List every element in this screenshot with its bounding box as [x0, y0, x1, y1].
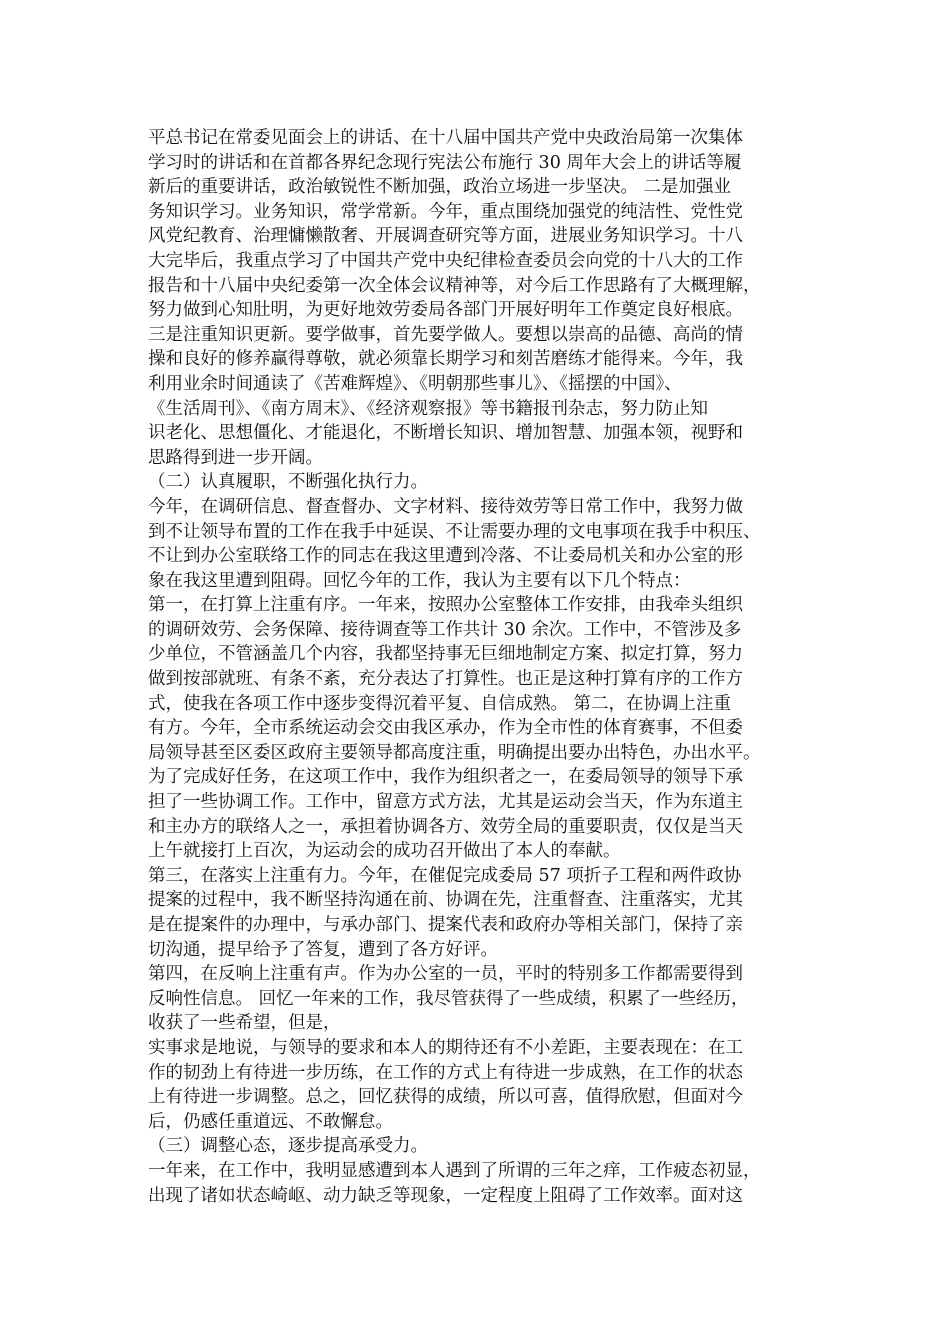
text-line: 操和良好的修养赢得尊敬，就必须靠长期学习和刻苦磨练才能得来。今年，我	[148, 349, 743, 370]
text-line: 作的韧劲上有待进一步历练，在工作的方式上有待进一步成熟，在工作的状态	[148, 1062, 743, 1083]
text-line: 今年，在调研信息、督查督办、文字材料、接待效劳等日常工作中，我努力做	[148, 496, 743, 517]
text-line: 平总书记在常委见面会上的讲话、在十八届中国共产党中央政治局第一次集体	[148, 128, 743, 148]
text-line: 实事求是地说，与领导的要求和本人的期待还有不小差距，主要表现在：在工	[148, 1037, 743, 1058]
text-line: 第一，在打算上注重有序。一年来，按照办公室整体工作安排，由我牵头组织	[148, 595, 743, 616]
text-line: 切沟通，提早给予了答复，遭到了各方好评。	[148, 939, 498, 960]
text-line: 新后的重要讲话，政治敏锐性不断加强，政治立场进一步坚决。 二是加强业	[148, 177, 732, 198]
text-line: 报告和十八届中央纪委第一次全体会议精神等，对今后工作思路有了大概理解，	[148, 275, 761, 296]
text-line: 是在提案件的办理中，与承办部门、提案代表和政府办等相关部门，保持了亲	[148, 915, 743, 935]
text-line: 式，使我在各项工作中逐步变得沉着平复、自信成熟。 第二，在协调上注重	[148, 693, 732, 714]
text-line: 有方。今年，全市系统运动会交由我区承办，作为全市性的体育赛事，不但委	[148, 718, 743, 739]
text-line: 不让到办公室联络工作的同志在我这里遭到冷落、不让委局机关和办公室的形	[148, 546, 743, 567]
text-line: 少单位，不管涵盖几个内容，我都坚持事无巨细地制定方案、拟定打算，努力	[148, 644, 743, 665]
text-line: 后，仍感任重道远、不敢懈怠。	[148, 1111, 393, 1132]
text-line: 上午就接打上百次，为运动会的成功召开做出了本人的奉献。	[148, 841, 621, 862]
document-body	[148, 126, 816, 1208]
text-line: 第三，在落实上注重有力。今年，在催促完成委局 57 项折子工程和两件政协	[148, 865, 742, 886]
text-line: 第四，在反响上注重有声。作为办公室的一员，平时的特别多工作都需要得到	[148, 964, 743, 985]
text-line: 做到按部就班、有条不紊，充分表达了打算性。也正是这种打算有序的工作方	[148, 669, 743, 690]
text-line: 到不让领导布置的工作在我手中延误、不让需要办理的文电事项在我手中积压、	[148, 521, 761, 542]
text-line: 大完毕后，我重点学习了中国共产党中央纪律检查委员会向党的十八大的工作	[148, 250, 743, 271]
text-line: 一年来，在工作中，我明显感遭到本人遇到了所谓的三年之痒，工作疲态初显，	[148, 1160, 761, 1181]
text-line: 反响性信息。 回忆一年来的工作，我尽管获得了一些成绩，积累了一些经历，	[148, 988, 749, 1009]
text-line: 努力做到心知肚明，为更好地效劳委局各部门开展好明年工作奠定良好根底。	[148, 300, 743, 321]
text-line: 局领导甚至区委区政府主要领导都高度注重，明确提出要办出特色，办出水平。	[148, 742, 761, 763]
section-heading: （二）认真履职，不断强化执行力。	[148, 472, 428, 493]
text-line: 和主办方的联络人之一，承担着协调各方、效劳全局的重要职责，仅仅是当天	[148, 816, 743, 837]
section-heading: （三）调整心态，逐步提高承受力。	[148, 1136, 428, 1157]
text-line: 象在我这里遭到阻碍。回忆今年的工作，我认为主要有以下几个特点：	[148, 570, 691, 591]
text-line: 收获了一些希望，但是，	[148, 1013, 341, 1034]
text-line: 出现了诸如状态崎岖、动力缺乏等现象，一定程度上阻碍了工作效率。面对这	[148, 1185, 743, 1206]
text-line: 风党纪教育、治理慵懒散奢、开展调查研究等方面，进展业务知识学习。十八	[148, 226, 743, 247]
text-line: 利用业余时间通读了《苦难辉煌》、《明朝那些事儿》、《摇摆的中国》、	[148, 373, 682, 394]
text-line: 为了完成好任务，在这项工作中，我作为组织者之一，在委局领导的领导下承	[148, 767, 743, 788]
text-line: 务知识学习。业务知识，常学常新。今年，重点围绕加强党的纯洁性、党性党	[148, 201, 743, 222]
text-line: 《生活周刊》、《南方周末》、《经济观察报》等书籍报刊杂志，努力防止知	[148, 398, 708, 419]
text-line: 上有待进一步调整。总之，回忆获得的成绩，所以可喜，值得欣慰，但面对今	[148, 1087, 743, 1108]
text-line: 三是注重知识更新。要学做事，首先要学做人。要想以崇高的品德、高尚的情	[148, 324, 743, 345]
text-line: 思路得到进一步开阔。	[148, 447, 323, 468]
text-line: 学习时的讲话和在首都各界纪念现行宪法公布施行 30 周年大会上的讲话等履	[148, 152, 742, 173]
text-line: 提案的过程中，我不断坚持沟通在前、协调在先，注重督查、注重落实，尤其	[148, 890, 743, 911]
text-line: 担了一些协调工作。工作中，留意方式方法，尤其是运动会当天，作为东道主	[148, 792, 743, 813]
text-line: 识老化、思想僵化、才能退化，不断增长知识、增加智慧、加强本领，视野和	[148, 423, 743, 444]
text-line: 的调研效劳、会务保障、接待调查等工作共计 30 余次。工作中，不管涉及多	[148, 619, 742, 640]
